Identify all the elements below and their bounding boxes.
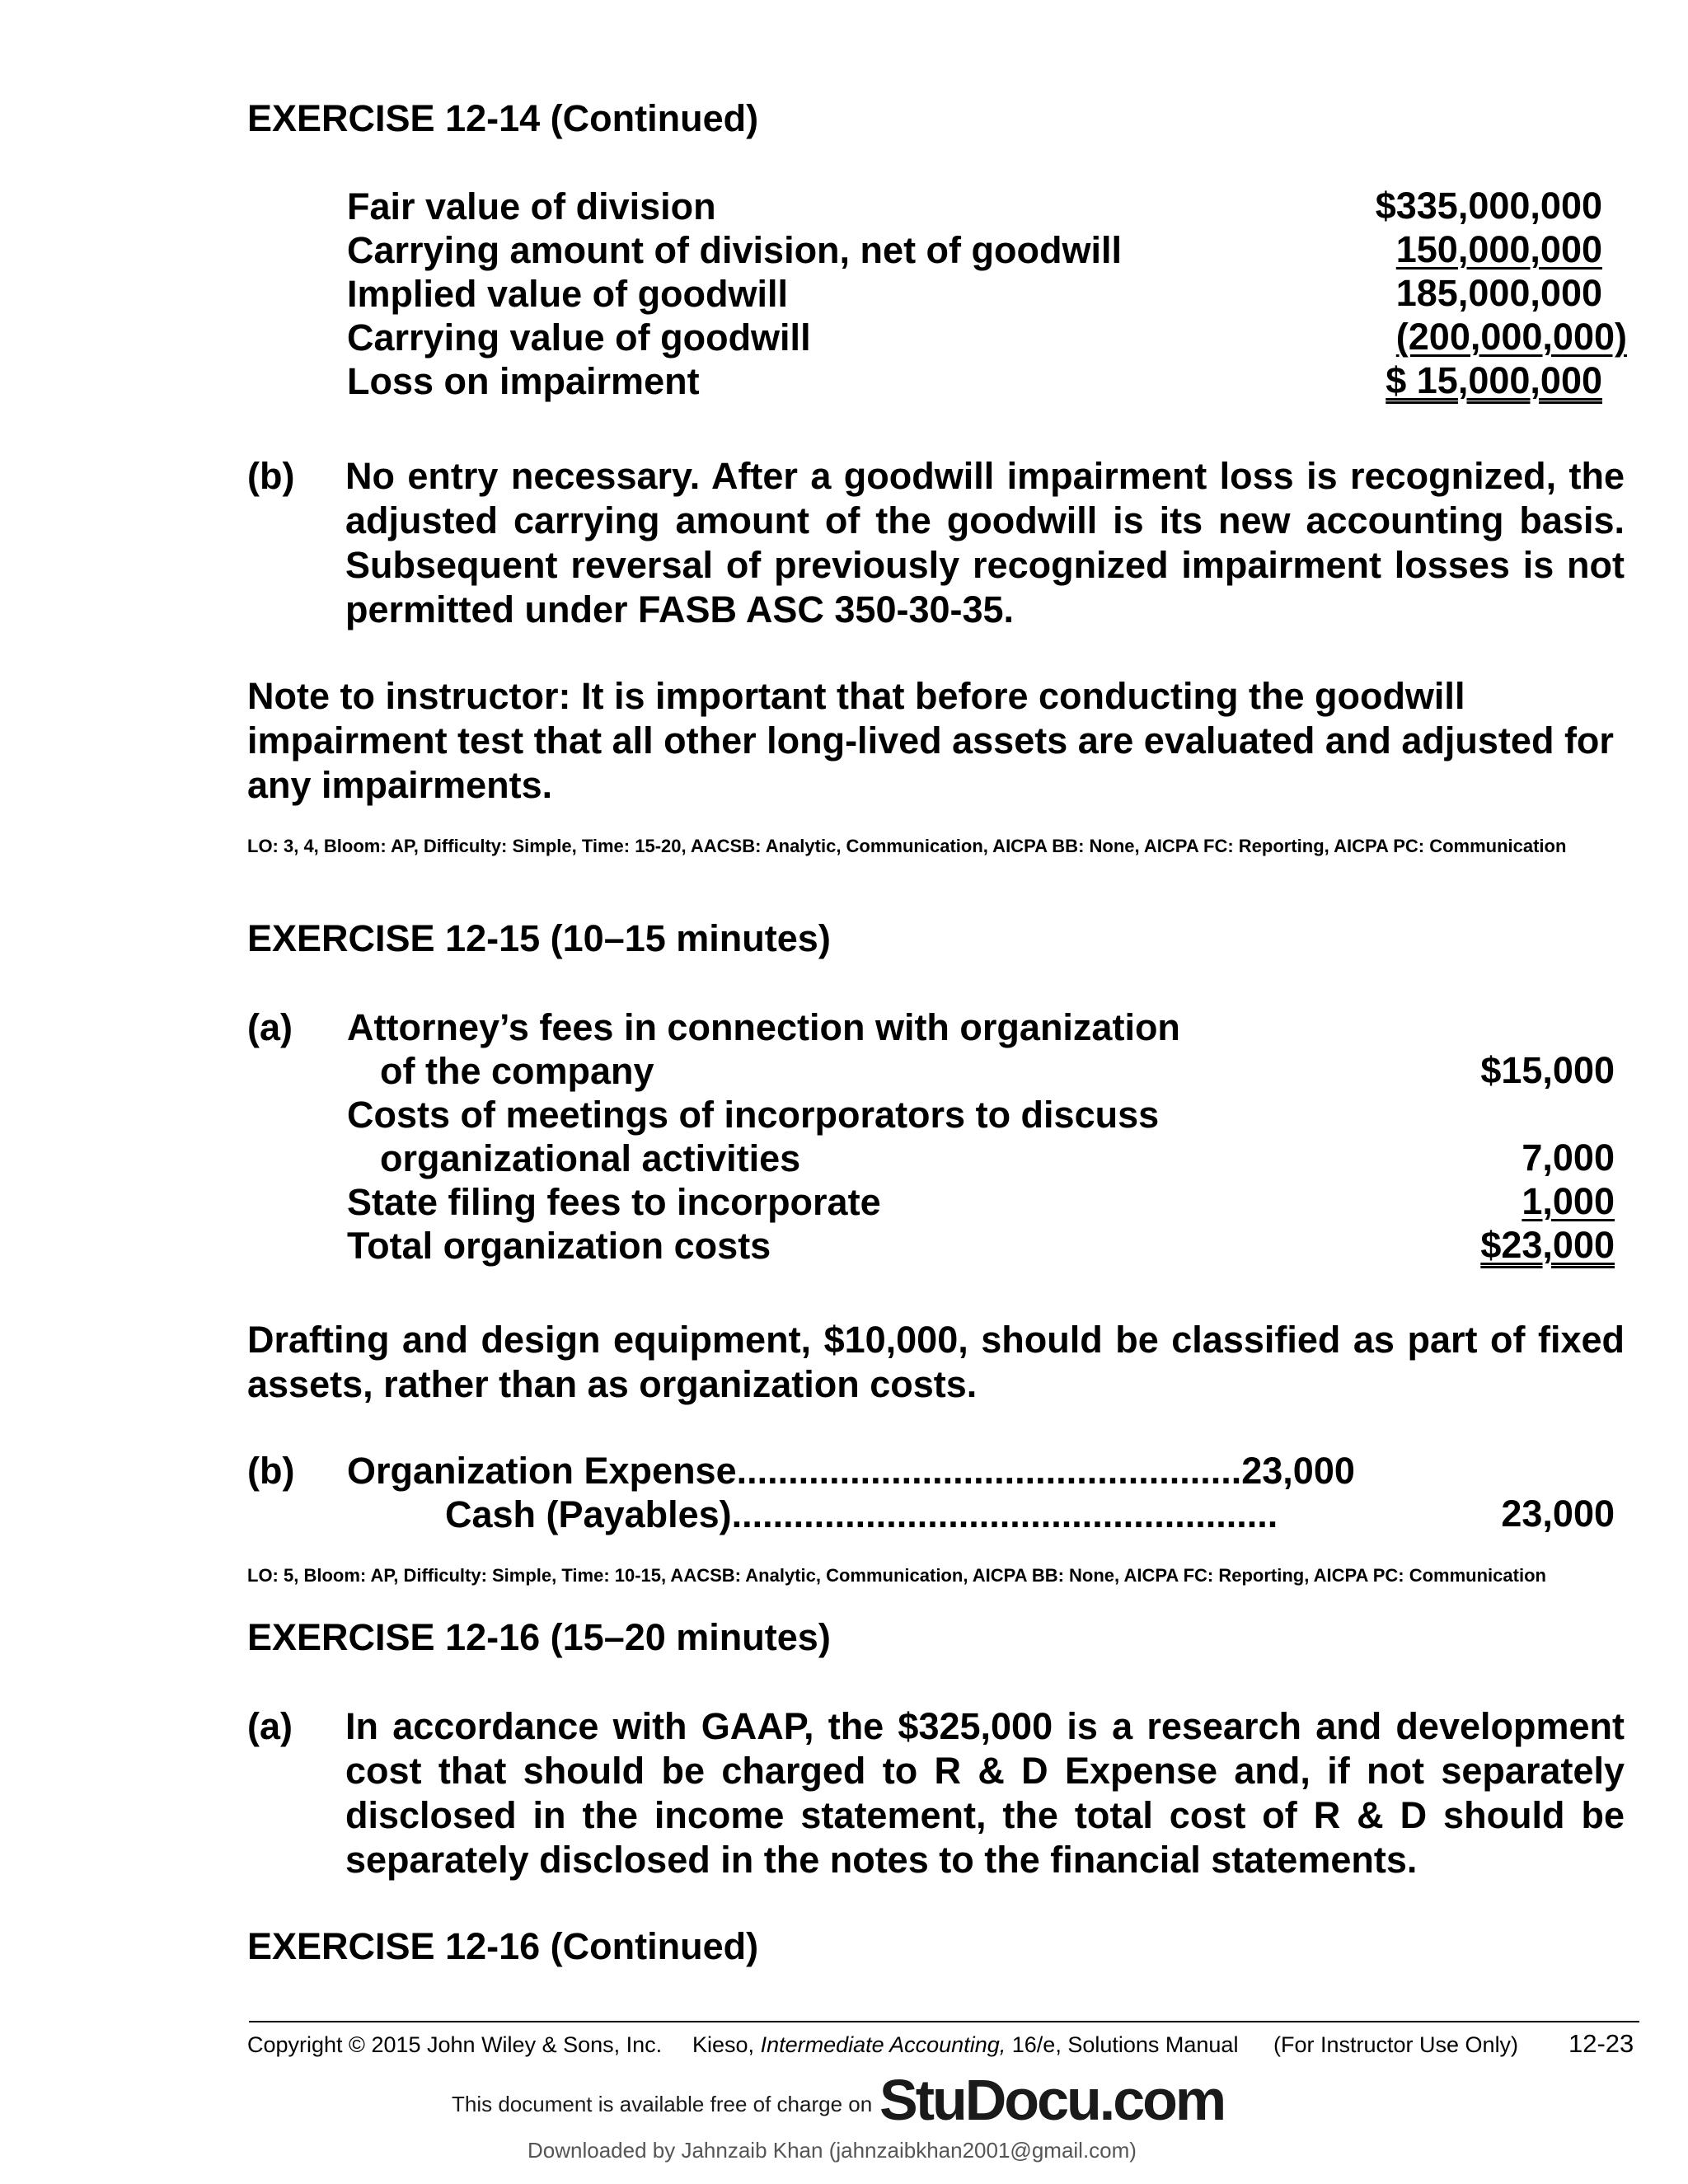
exercise-12-16-continued-heading: EXERCISE 12-16 (Continued) <box>247 1925 759 1967</box>
availability-text: This document is available free of charge on <box>452 2092 873 2116</box>
footer-page-number: 12-23 <box>1568 2029 1634 2058</box>
cost-item-value: 1,000 <box>1522 1180 1615 1222</box>
drafting-note: Drafting and design equipment, $10,000, should be classified as part of fixed assets, rather than as organization costs. <box>247 1319 1625 1405</box>
journal-entry-credit-value: 23,000 <box>1501 1493 1615 1535</box>
cost-item-line1: Costs of meetings of incorporators to discuss <box>347 1094 1160 1136</box>
cost-item-line2: organizational activities <box>380 1137 801 1179</box>
table-row-label: Implied value of goodwill <box>347 273 789 315</box>
cost-item-line1: State filing fees to incorporate <box>347 1181 881 1223</box>
journal-entry-debit: Organization Expense.................................................23,000 <box>347 1450 1355 1492</box>
table-row-value: (200,000,000) <box>1395 316 1627 358</box>
cost-item-line1: Attorney’s fees in connection with organization <box>347 1006 1180 1048</box>
footer-usage: (For Instructor Use Only) <box>1273 2032 1519 2057</box>
table-row-label: Carrying value of goodwill <box>347 316 811 359</box>
part-b-label: (b) <box>247 1450 295 1492</box>
total-label: Total organization costs <box>347 1225 771 1267</box>
note-to-instructor: Note to instructor: It is important that before conducting the goodwill impairment test that all other long-lived assets are evaluated and adjusted for any impairments. <box>247 675 1614 806</box>
table-row-value: 185,000,000 <box>1395 272 1602 314</box>
cost-item-line2: of the company <box>380 1050 654 1092</box>
exercise-12-16-heading: EXERCISE 12-16 (15–20 minutes) <box>247 1616 831 1658</box>
footer-divider <box>249 2021 1639 2022</box>
footer-book-citation: Kieso, Intermediate Accounting, 16/e, Solutions Manual <box>692 2032 1239 2057</box>
learning-objectives-12-14: LO: 3, 4, Bloom: AP, Difficulty: Simple, Time: 15-20, AACSB: Analytic, Communication, AICPA BB: None, AICPA FC: Reporting, AICPA PC: Communication <box>247 836 1567 856</box>
part-a-label: (a) <box>247 1705 293 1747</box>
table-row-label: Loss on impairment <box>347 360 700 402</box>
learning-objectives-12-15: LO: 5, Bloom: AP, Difficulty: Simple, Time: 10-15, AACSB: Analytic, Communication, AICPA BB: None, AICPA FC: Reporting, AICPA PC: Communication <box>247 1565 1546 1586</box>
studocu-logo[interactable]: StuDocu.com <box>879 2068 1225 2132</box>
part-b-label: (b) <box>247 455 295 497</box>
table-row-label: Carrying amount of division, net of goodwill <box>347 229 1122 271</box>
exercise-12-15-heading: EXERCISE 12-15 (10–15 minutes) <box>247 917 831 959</box>
part-a-label: (a) <box>247 1006 293 1048</box>
total-value: $23,000 <box>1480 1224 1615 1266</box>
cost-item-value: $15,000 <box>1480 1049 1615 1091</box>
table-row-label: Fair value of division <box>347 185 716 227</box>
table-row-value: $ 15,000,000 <box>1386 359 1602 401</box>
part-b-text: No entry necessary. After a goodwill impairment loss is recognized, the adjusted carrying amount of the goodwill is its new accounting basis. Subsequent reversal of previously recognized impairment losses is not permitted under FASB ASC 350-30-35. <box>345 455 1625 630</box>
journal-entry-credit-label: Cash (Payables)..................................................... <box>445 1493 1278 1535</box>
downloaded-by-text: Downloaded by Jahnzaib Khan (jahnzaibkhan2001@gmail.com) <box>528 2138 1137 2163</box>
table-row-value: $335,000,000 <box>1375 185 1602 227</box>
footer-copyright: Copyright © 2015 John Wiley & Sons, Inc. <box>247 2032 663 2057</box>
exercise-12-14-heading: EXERCISE 12-14 (Continued) <box>247 97 759 139</box>
table-row-value: 150,000,000 <box>1395 228 1602 270</box>
cost-item-value: 7,000 <box>1522 1137 1615 1179</box>
part-a-text: In accordance with GAAP, the $325,000 is a research and development cost that should be charged to R & D Expense and, if not separately disclosed in the income statement, the total cost of R & D should be separately disclosed in the notes to the financial statements. <box>345 1705 1625 1881</box>
